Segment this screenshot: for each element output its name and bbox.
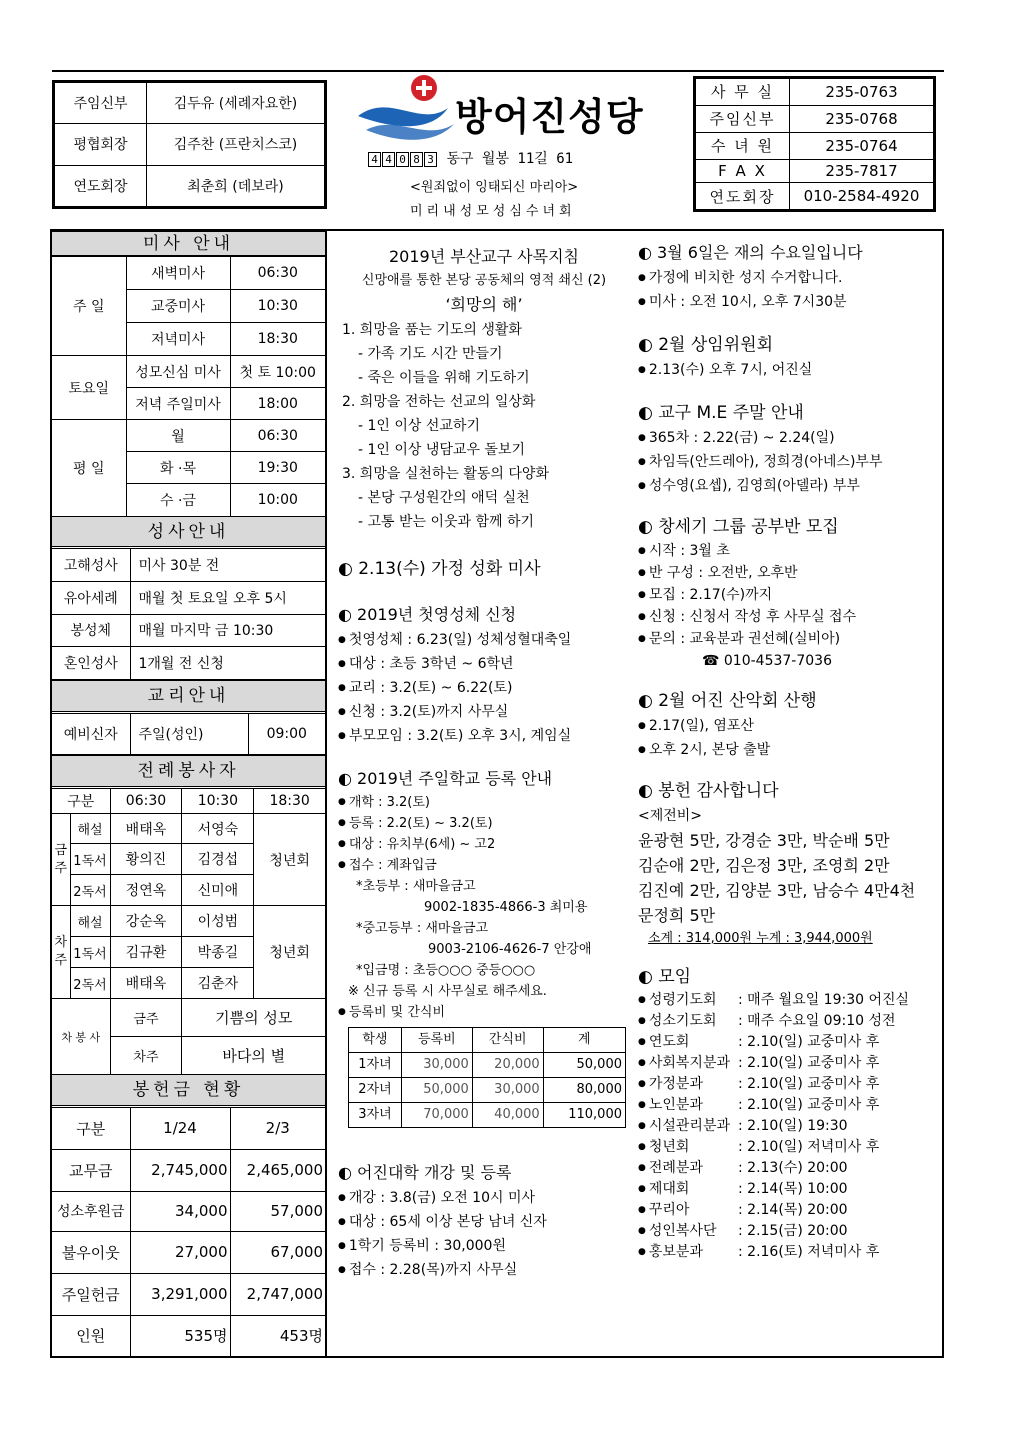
zip-digit: 0 — [396, 152, 409, 167]
altar-server: 이성범 — [182, 906, 254, 937]
meeting-row — [638, 1074, 938, 1095]
fee-table — [348, 1027, 626, 1128]
guideline-theme: ‘희망의 해’ — [445, 295, 523, 314]
deposit-name: *입금명 : 초등○○○ 중등○○○ — [356, 963, 536, 978]
altar-service-label: 차 봉 사 — [52, 999, 110, 1075]
guideline-item: - 1인 이상 선교하기 — [358, 418, 480, 434]
middle-column — [338, 244, 630, 1282]
offering-table — [52, 1107, 325, 1356]
sacraments-table — [52, 548, 325, 680]
meeting-row — [638, 1158, 938, 1179]
sunday-school-item: ● 대상 : 유치부(6세) ~ 고2 — [338, 834, 630, 855]
college-title: ◐ 어진대학 개강 및 등록 — [338, 1163, 512, 1182]
staff-row — [55, 165, 325, 206]
meeting-when: : 2.15(금) 20:00 — [738, 1223, 848, 1239]
thanks-total: 소계 : 314,000원 누계 : 3,944,000원 — [648, 931, 873, 946]
guideline-item: - 본당 구성원간의 애덕 실천 — [358, 490, 530, 506]
altar-service-week: 차주 — [110, 1037, 182, 1075]
catechism-name: 예비신자 — [52, 714, 130, 755]
staff-value: 김두유 (세례자요한) — [147, 83, 325, 124]
parish-convent: 미리내성모성심수녀회 — [410, 204, 576, 219]
meeting-when: : 2.16(토) 저녁미사 후 — [738, 1244, 880, 1260]
altar-server: 황의진 — [110, 844, 182, 875]
genesis-item: ● 반 구성 : 오전반, 오후반 — [638, 562, 938, 584]
mass-time: 06:30 — [230, 420, 325, 452]
fee-cell: 80,000 — [543, 1078, 625, 1103]
offering-header: 2/3 — [230, 1108, 325, 1150]
sunday-school-item: ● 등록 : 2.2(토) ~ 3.2(토) — [338, 813, 630, 834]
fee-cell: 50,000 — [543, 1053, 625, 1078]
altar-server: 강순옥 — [110, 906, 182, 937]
altar-role: 2독서 — [70, 968, 110, 999]
fee-header: 간식비 — [472, 1028, 543, 1053]
offering-value: 535명 — [130, 1315, 230, 1356]
meetings-title: ◐ 모임 — [638, 967, 692, 987]
altar-table — [52, 788, 325, 1075]
genesis-phone: ☎ 010-4537-7036 — [702, 653, 832, 669]
catechism-title: 교리안내 — [52, 680, 325, 712]
first-communion-item: ● 신청 : 3.2(토)까지 사무실 — [338, 700, 630, 724]
first-communion-item: ● 대상 : 초등 3학년 ~ 6학년 — [338, 652, 630, 676]
meeting-row — [638, 990, 938, 1011]
sacrament-value: 미사 30분 전 — [130, 549, 325, 582]
column-divider — [325, 229, 327, 1358]
me-weekend-item: ● 365차 : 2.22(금) ~ 2.24(일) — [638, 426, 938, 450]
me-weekend-item: ● 성수영(요셉), 김영희(아델라) 부부 — [638, 474, 938, 498]
mass-name: 수 ·금 — [126, 484, 230, 517]
meeting-row — [638, 1095, 938, 1116]
staff-label: 평협회장 — [55, 124, 147, 165]
altar-header: 06:30 — [110, 789, 182, 814]
mass-group-label: 토요일 — [52, 356, 126, 420]
sacrament-value: 매월 마지막 금 10:30 — [130, 614, 325, 647]
first-communion-item: ● 첫영성체 : 6.23(일) 성체성혈대축일 — [338, 628, 630, 652]
meeting-when: : 2.10(일) 저녁미사 후 — [738, 1139, 880, 1155]
altar-youth: 청년회 — [254, 814, 325, 906]
offering-name: 성소후원금 — [52, 1191, 130, 1231]
elem-account-label: *초등부 : 새마을금고 — [356, 879, 476, 894]
mass-time: 06:30 — [230, 257, 325, 290]
ash-wednesday-item: ● 가정에 비치한 성지 수거합니다. — [638, 266, 938, 290]
offering-value: 3,291,000 — [130, 1273, 230, 1315]
college-item: ● 대상 : 65세 이상 본당 남녀 신자 — [338, 1210, 630, 1234]
altar-header: 구분 — [52, 789, 110, 814]
thanks-line: 문정희 5만 — [638, 906, 716, 925]
offering-value: 453명 — [230, 1315, 325, 1356]
phone-box — [693, 76, 936, 212]
mass-name: 월 — [126, 420, 230, 452]
offering-header: 1/24 — [130, 1108, 230, 1150]
guideline-item: - 죽은 이들을 위해 기도하기 — [358, 370, 530, 386]
fee-cell: 2자녀 — [349, 1078, 402, 1103]
phone-label: 연도회장 — [696, 183, 790, 210]
zip-digit: 8 — [410, 152, 423, 167]
offering-name: 주일헌금 — [52, 1273, 130, 1315]
sacrament-name: 유아세례 — [52, 581, 130, 614]
meeting-name: ● 전례분과 — [638, 1158, 738, 1179]
meeting-when: : 2.13(수) 20:00 — [738, 1160, 848, 1176]
genesis-item: ● 신청 : 신청서 작성 후 사무실 접수 — [638, 606, 938, 628]
hiking-item: ● 오후 2시, 본당 출발 — [638, 738, 938, 762]
altar-service-group: 기쁨의 성모 — [182, 999, 325, 1037]
committee-item: ● 2.13(수) 오후 7시, 어진실 — [638, 358, 938, 382]
genesis-item: ● 문의 : 교육분과 권선혜(실비아) — [638, 628, 938, 650]
sacrament-value: 매월 첫 토요일 오후 5시 — [130, 581, 325, 614]
offering-title: 봉헌금 현황 — [52, 1074, 325, 1106]
altar-role: 해설 — [70, 814, 110, 844]
phone-row — [696, 159, 934, 182]
staff-label: 주임신부 — [55, 83, 147, 124]
guideline-title: 2019년 부산교구 사목지침 — [389, 247, 579, 266]
thanks-line: 김순애 2만, 김은정 3만, 조영희 2만 — [638, 856, 890, 875]
altar-youth: 청년회 — [254, 906, 325, 999]
mass-time: 10:00 — [230, 484, 325, 517]
zip-digit: 4 — [368, 152, 381, 167]
altar-title: 전례봉사자 — [52, 755, 325, 787]
offering-name: 교무금 — [52, 1149, 130, 1191]
altar-week: 금주 — [52, 814, 70, 906]
phone-label: F A X — [696, 159, 790, 182]
phone-value: 235-0764 — [790, 132, 934, 159]
mass-group-label: 평 일 — [52, 420, 126, 517]
genesis-item: ● 모집 : 2.17(수)까지 — [638, 584, 938, 606]
fee-cell: 20,000 — [472, 1053, 543, 1078]
phone-label: 사 무 실 — [696, 79, 790, 106]
altar-server: 김규환 — [110, 937, 182, 968]
meeting-name: ● 성소기도회 — [638, 1011, 738, 1032]
college-item: ● 1학기 등록비 : 30,000원 — [338, 1234, 630, 1258]
mass-group-label: 주 일 — [52, 257, 126, 356]
phone-value: 235-7817 — [790, 159, 934, 182]
altar-server: 김경섭 — [182, 844, 254, 875]
meeting-name: ● 꾸리아 — [638, 1200, 738, 1221]
college-item: ● 개강 : 3.8(금) 오전 10시 미사 — [338, 1186, 630, 1210]
staff-value: 최춘희 (데보라) — [147, 165, 325, 206]
phone-row — [696, 79, 934, 106]
altar-server: 신미애 — [182, 875, 254, 906]
mid-account: 9003-2106-4626-7 안강애 — [428, 942, 592, 957]
parish-name: 방어진성당 — [455, 95, 644, 139]
catechism-time: 09:00 — [248, 714, 325, 755]
meeting-name: ● 시설관리분과 — [638, 1116, 738, 1137]
meeting-row — [638, 1137, 938, 1158]
offering-name: 인원 — [52, 1315, 130, 1356]
fee-label: ● 등록비 및 간식비 — [338, 1002, 630, 1023]
phone-label: 주임신부 — [696, 105, 790, 132]
altar-week: 차주 — [52, 906, 70, 999]
sacrament-name: 혼인성사 — [52, 647, 130, 680]
guideline-item: 3. 희망을 실천하는 활동의 다양화 — [342, 466, 549, 482]
meeting-name: ● 제대회 — [638, 1179, 738, 1200]
thanks-title: ◐ 봉헌 감사합니다 — [638, 781, 779, 801]
mass-table — [52, 256, 325, 517]
offering-value: 2,747,000 — [230, 1273, 325, 1315]
meeting-name: ● 연도회 — [638, 1032, 738, 1053]
phone-value: 235-0763 — [790, 79, 934, 106]
fee-cell: 50,000 — [401, 1078, 472, 1103]
altar-server: 정연옥 — [110, 875, 182, 906]
altar-server: 배태옥 — [110, 968, 182, 999]
sunday-school-item: ● 개학 : 3.2(토) — [338, 792, 630, 813]
meeting-when: : 매주 월요일 19:30 어진실 — [738, 992, 910, 1008]
genesis-item: ● 시작 : 3월 초 — [638, 540, 938, 562]
meeting-name: ● 홍보분과 — [638, 1242, 738, 1263]
fee-cell: 70,000 — [401, 1103, 472, 1128]
zip-digit: 4 — [382, 152, 395, 167]
meeting-when: : 2.10(일) 교중미사 후 — [738, 1097, 880, 1113]
zip-digit: 3 — [424, 152, 437, 167]
sacrament-value: 1개월 전 신청 — [130, 647, 325, 680]
fee-header: 계 — [543, 1028, 625, 1053]
altar-role: 1독서 — [70, 937, 110, 968]
meeting-row — [638, 1053, 938, 1074]
offering-value: 57,000 — [230, 1191, 325, 1231]
mid-account-label: *중고등부 : 새마을금고 — [356, 921, 489, 936]
meeting-name: ● 가정분과 — [638, 1074, 738, 1095]
altar-server: 박종길 — [182, 937, 254, 968]
thanks-line: 김진예 2만, 김양분 3만, 남승수 4만4천 — [638, 881, 916, 900]
fee-cell: 40,000 — [472, 1103, 543, 1128]
mass-name: 저녁 주일미사 — [126, 388, 230, 420]
guideline-item: - 고통 받는 이웃과 함께 하기 — [358, 514, 535, 530]
meeting-name: ● 노인분과 — [638, 1095, 738, 1116]
me-weekend-item: ● 차임득(안드레아), 정희경(아네스)부부 — [638, 450, 938, 474]
staff-label: 연도회장 — [55, 165, 147, 206]
meeting-name: ● 성령기도회 — [638, 990, 738, 1011]
hiking-title: ◐ 2월 어진 산악회 산행 — [638, 691, 817, 711]
address-text: 동구 월봉 11길 61 — [446, 151, 574, 167]
staff-value: 김주찬 (프란치스코) — [147, 124, 325, 165]
staff-box — [52, 80, 327, 209]
first-communion-item: ● 교리 : 3.2(토) ~ 6.22(토) — [338, 676, 630, 700]
sunday-school-title: ◐ 2019년 주일학교 등록 안내 — [338, 769, 553, 788]
altar-service-week: 금주 — [110, 999, 182, 1037]
parish-address — [368, 148, 573, 168]
phone-row — [696, 105, 934, 132]
genesis-title: ◐ 창세기 그룹 공부반 모집 — [638, 517, 839, 537]
offering-value: 2,465,000 — [230, 1149, 325, 1191]
meeting-name: ● 청년회 — [638, 1137, 738, 1158]
meeting-row — [638, 1242, 938, 1263]
meeting-when: : 2.10(일) 19:30 — [738, 1118, 848, 1134]
thanks-line: 윤광현 5만, 강경순 3만, 박순배 5만 — [638, 831, 890, 850]
mass-title: 미사 안내 — [52, 231, 325, 256]
sunday-school-item: ● 접수 : 계좌입금 — [338, 855, 630, 876]
sacrament-name: 고해성사 — [52, 549, 130, 582]
meeting-row — [638, 1179, 938, 1200]
mass-name: 성모신심 미사 — [126, 356, 230, 388]
altar-server: 김춘자 — [182, 968, 254, 999]
altar-role: 2독서 — [70, 875, 110, 906]
mass-time: 첫 토 10:00 — [230, 356, 325, 388]
guideline-item: 1. 희망을 품는 기도의 생활화 — [342, 322, 522, 338]
altar-server: 서영숙 — [182, 814, 254, 844]
committee-title: ◐ 2월 상임위원회 — [638, 335, 773, 355]
guideline-sub: 신망애를 통한 본당 공동체의 영적 쇄신 (2) — [361, 273, 607, 288]
fee-header: 등록비 — [401, 1028, 472, 1053]
fee-cell: 30,000 — [472, 1078, 543, 1103]
home-mass-title: ◐ 2.13(수) 가정 성화 미사 — [338, 559, 541, 579]
college-item: ● 접수 : 2.28(목)까지 사무실 — [338, 1258, 630, 1282]
offering-value: 34,000 — [130, 1191, 230, 1231]
first-communion-title: ◐ 2019년 첫영성체 신청 — [338, 605, 517, 624]
altar-service-group: 바다의 별 — [182, 1037, 325, 1075]
meeting-when: : 2.10(일) 교중미사 후 — [738, 1055, 880, 1071]
sacrament-name: 봉성체 — [52, 614, 130, 647]
offering-name: 불우이웃 — [52, 1231, 130, 1273]
sacraments-title: 성사안내 — [52, 516, 325, 547]
meeting-row — [638, 1221, 938, 1242]
parish-motto: <원죄없이 잉태되신 마리아> — [410, 180, 579, 195]
guideline-item: 2. 희망을 전하는 선교의 일상화 — [342, 394, 536, 410]
guideline-item: - 가족 기도 시간 만들기 — [358, 346, 503, 362]
offering-value: 27,000 — [130, 1231, 230, 1273]
meeting-row — [638, 1032, 938, 1053]
catechism-day: 주일(성인) — [130, 714, 248, 755]
right-column — [638, 240, 938, 1263]
meeting-when: : 2.14(목) 20:00 — [738, 1202, 848, 1218]
phone-label: 수 녀 원 — [696, 132, 790, 159]
ash-wednesday-item: ● 미사 : 오전 10시, 오후 7시30분 — [638, 290, 938, 314]
new-registration-note: ※ 신규 등록 시 사무실로 해주세요. — [348, 984, 547, 999]
altar-server: 배태옥 — [110, 814, 182, 844]
fee-cell: 30,000 — [401, 1053, 472, 1078]
thanks-sub: <제전비> — [638, 808, 703, 824]
hiking-item: ● 2.17(일), 염포산 — [638, 714, 938, 738]
first-communion-item: ● 부모모임 : 3.2(토) 오후 3시, 계임실 — [338, 724, 630, 748]
mass-time: 10:30 — [230, 290, 325, 323]
mass-name: 새벽미사 — [126, 257, 230, 290]
mass-name: 저녁미사 — [126, 323, 230, 356]
catechism-table — [52, 713, 325, 755]
mass-name: 교중미사 — [126, 290, 230, 323]
fee-header: 학생 — [349, 1028, 402, 1053]
mass-time: 19:30 — [230, 452, 325, 484]
meeting-when: : 2.14(목) 10:00 — [738, 1181, 848, 1197]
meeting-when: : 2.10(일) 교중미사 후 — [738, 1034, 880, 1050]
meeting-name: ● 사회복지분과 — [638, 1053, 738, 1074]
altar-role: 1독서 — [70, 844, 110, 875]
offering-value: 67,000 — [230, 1231, 325, 1273]
altar-role: 해설 — [70, 906, 110, 937]
meeting-row — [638, 1011, 938, 1032]
elem-account: 9002-1835-4866-3 최미용 — [424, 900, 588, 915]
meeting-row — [638, 1200, 938, 1221]
offering-header: 구분 — [52, 1108, 130, 1150]
phone-value: 235-0768 — [790, 105, 934, 132]
phone-row — [696, 183, 934, 210]
meeting-when: : 매주 수요일 09:10 성전 — [738, 1013, 896, 1029]
fee-cell: 110,000 — [543, 1103, 625, 1128]
mass-time: 18:00 — [230, 388, 325, 420]
offering-value: 2,745,000 — [130, 1149, 230, 1191]
staff-row — [55, 83, 325, 124]
altar-header: 18:30 — [254, 789, 325, 814]
staff-row — [55, 124, 325, 165]
altar-header: 10:30 — [182, 789, 254, 814]
mass-time: 18:30 — [230, 323, 325, 356]
phone-row — [696, 132, 934, 159]
mass-name: 화 ·목 — [126, 452, 230, 484]
meeting-name: ● 성인복사단 — [638, 1221, 738, 1242]
fee-cell: 3자녀 — [349, 1103, 402, 1128]
meeting-row — [638, 1116, 938, 1137]
fee-cell: 1자녀 — [349, 1053, 402, 1078]
me-weekend-title: ◐ 교구 M.E 주말 안내 — [638, 403, 804, 423]
phone-value: 010-2584-4920 — [790, 183, 934, 210]
ash-wednesday-title: ◐ 3월 6일은 재의 수요일입니다 — [638, 243, 863, 262]
guideline-item: - 1인 이상 냉담교우 돌보기 — [358, 442, 525, 458]
meeting-when: : 2.10(일) 교중미사 후 — [738, 1076, 880, 1092]
